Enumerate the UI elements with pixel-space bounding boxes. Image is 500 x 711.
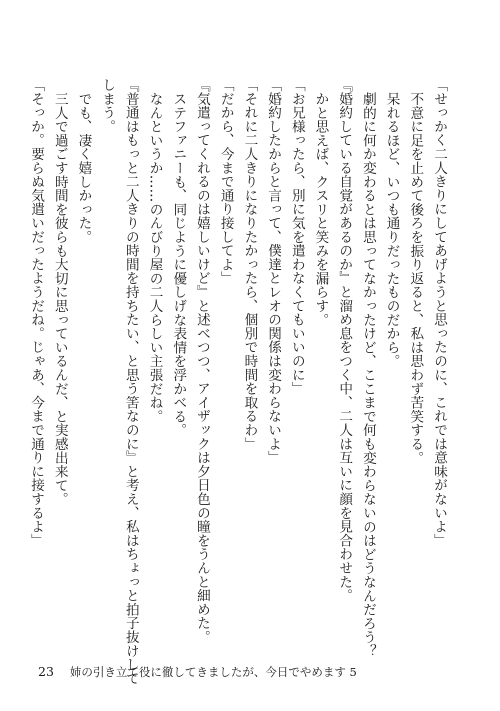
page-number: 23: [38, 664, 54, 679]
text-line: でも、凄く嬉しかった。: [75, 91, 92, 244]
text-line: 「だから、今まで通り接してよ」: [217, 78, 234, 285]
text-line: 「せっかく二人きりにしてあげようと思ったのに、これでは意味がないよ」: [431, 78, 447, 548]
text-line: 呆れるほど、いつも通りだったものだから。: [383, 91, 400, 368]
text-line: ステファニーも、同じように優しげな表情を浮かべる。: [170, 91, 187, 437]
text-line: 『普通はもっと二人きりの時間を持ちたい、と思う筈なのに』と考え、私はちょっと拍子抜けして: [122, 78, 139, 686]
text-line: 三人で過ごす時間を彼らも大切に思っているんだ、と実感出来て。: [51, 91, 68, 506]
page-footer: [38, 664, 357, 680]
text-line: 不意に足を止めて後ろを振り返ると、私は思わず苦笑する。: [407, 91, 424, 465]
text-line: 『気遣ってくれるのは嬉しいけど』と述べつつ、アイザックは夕日色の瞳をうんと細めた。: [193, 78, 210, 644]
text-line: 「そっか。要らぬ気遣いだったようだね。じゃあ、今まで通りに接するよ」: [28, 78, 45, 548]
text-line: なんというか……のんびり屋の二人らしい主張だね。: [146, 91, 163, 423]
text-line: 「それに二人きりになりたかったら、個別で時間を取るわ」: [241, 78, 258, 451]
text-line: かと思えば、クスリと笑みを漏らす。: [312, 91, 329, 327]
running-title: 姉の引き立て役に徹してきましたが、今日でやめます 5: [69, 665, 357, 679]
text-line: 劇的に何か変わるとは思ってなかったけど、ここまで何も変わらないのはどうなんだろう？: [359, 91, 376, 658]
text-line: 『婚約している自覚があるのか』と溜め息をつく中、二人は互いに顔を見合わせた。: [336, 78, 353, 603]
text-line: しまう。: [99, 78, 116, 134]
text-line: 「お兄様ったら、別に気を遣わなくてもいいのに」: [288, 78, 305, 396]
text-line: 「婚約したからと言って、僕達とレオの関係は変わらないよ」: [265, 78, 282, 465]
